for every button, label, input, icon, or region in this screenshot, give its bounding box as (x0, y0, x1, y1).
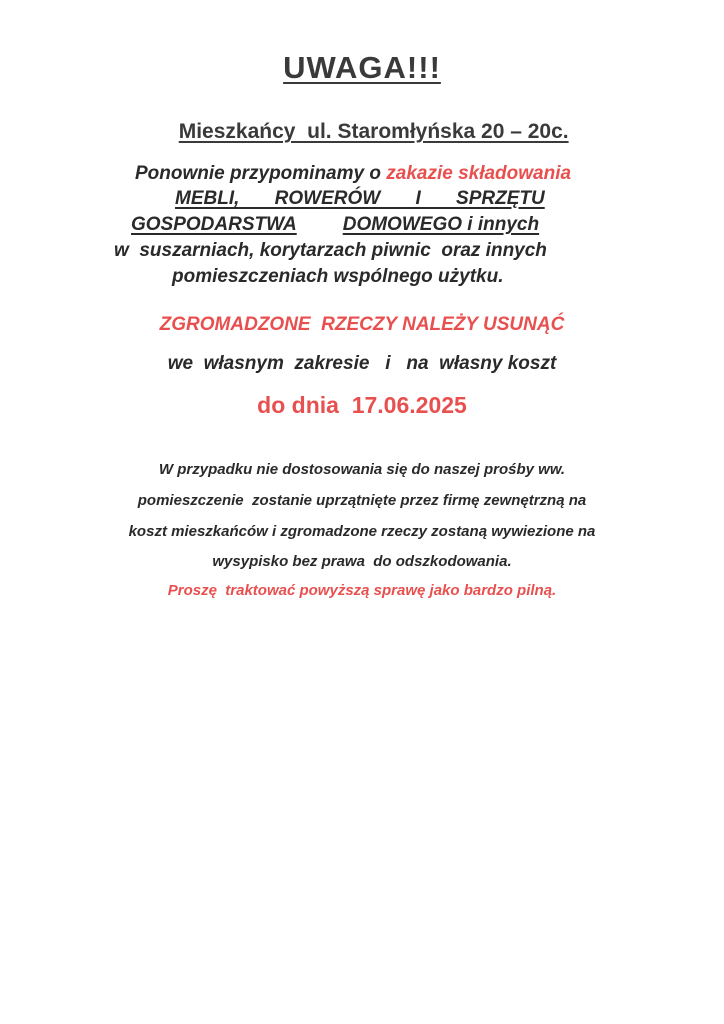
notice-line-3-part-1: GOSPODARSTWA (131, 214, 297, 235)
notice-line-1 (135, 163, 571, 185)
notice-line-3 (131, 214, 539, 236)
warning-line-3: koszt mieszkańców i zgromadzone rzeczy zostaną wywiezione na (128, 523, 596, 540)
page-title (0, 50, 724, 86)
deadline-subheading: we własnym zakresie i na własny koszt (167, 353, 557, 374)
deadline-date: do dnia 17.06.2025 (257, 392, 467, 418)
subtitle-text: Mieszkańcy ul. Staromłyńska 20 – 20c. (178, 120, 569, 143)
notice-line-2: MEBLI, ROWERÓW I SPRZĘTU (175, 188, 545, 209)
deadline-heading: ZGROMADZONE RZECZY NALEŻY USUNĄĆ (159, 314, 565, 335)
urgent-request: Proszę traktować powyższą sprawę jako bardzo pilną. (167, 582, 557, 599)
notice-line-3-part-2: DOMOWEGO i innych (342, 214, 540, 235)
page-subtitle (0, 96, 724, 168)
notice-line-4: w suszarniach, korytarzach piwnic oraz innych (114, 240, 547, 261)
title-text: UWAGA!!! (283, 50, 441, 85)
warning-line-4: wysypisko bez prawa do odszkodowania. (212, 553, 512, 570)
warning-line-1: W przypadku nie dostosowania się do naszej prośby ww. (158, 461, 566, 478)
notice-line-1-prefix: Ponownie przypominamy o (135, 163, 387, 184)
warning-line-2: pomieszczenie zostanie uprzątnięte przez firmę zewnętrzną na (137, 492, 587, 509)
notice-line-5: pomieszczeniach wspólnego użytku. (172, 266, 504, 287)
notice-line-1-highlight: zakazie składowania (386, 163, 572, 184)
